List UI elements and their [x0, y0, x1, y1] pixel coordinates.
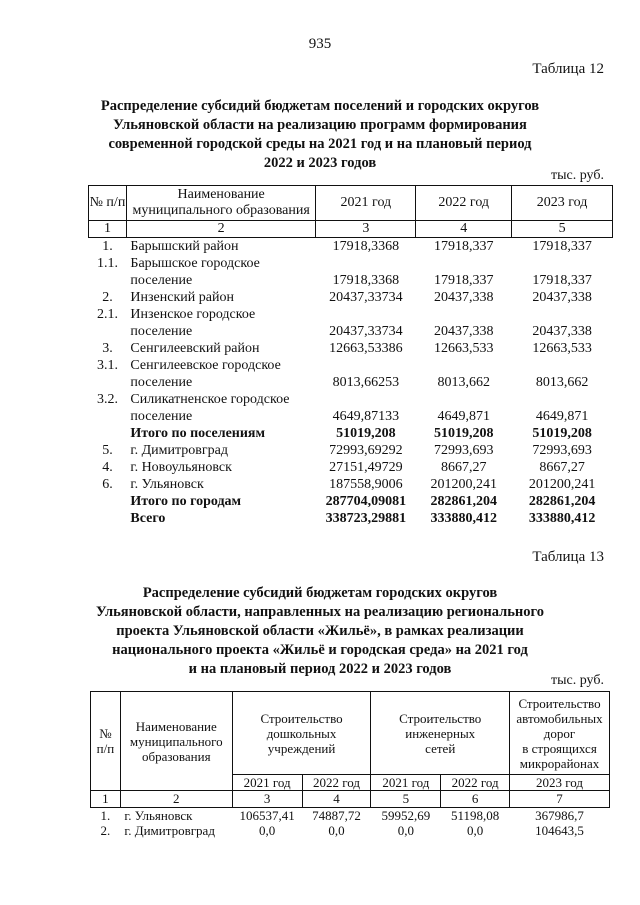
value-2022: 8667,27 — [440, 460, 487, 475]
title-line: национального проекта «Жильё и городская среда» на 2021 год — [112, 642, 528, 658]
row-name: Сенгилеевский район — [130, 341, 260, 356]
col-number: 2 — [126, 221, 316, 238]
value-2021 — [316, 255, 416, 272]
value-2023: 17918,337 — [532, 273, 592, 288]
row-number: 2.1. — [96, 307, 118, 322]
value-2022: 201200,241 — [430, 477, 497, 492]
row-number — [89, 408, 127, 425]
value-2021: 51019,208 — [336, 426, 396, 441]
col-number: 7 — [510, 791, 610, 808]
value-2023 — [512, 391, 613, 408]
row-name: Барышский район — [130, 239, 239, 254]
value-2022 — [416, 306, 512, 323]
col-number: 3 — [316, 221, 416, 238]
value-2023 — [512, 255, 613, 272]
title-line: 2022 и 2023 годов — [263, 155, 377, 171]
value-2023: 20437,338 — [532, 324, 592, 339]
row-name: поселение — [130, 409, 193, 424]
table-row — [89, 476, 613, 493]
header-year: 2022 год — [441, 775, 510, 791]
header-2023: 2023 год — [512, 186, 613, 221]
value-engineering-2022: 0,0 — [467, 823, 484, 838]
value-2023: 12663,533 — [532, 341, 592, 356]
value-2021: 187558,9006 — [329, 477, 403, 492]
row-name: г. Ульяновск — [124, 808, 193, 823]
value-2021: 4649,87133 — [332, 409, 400, 424]
table-row — [89, 272, 613, 289]
row-name: Всего — [130, 511, 166, 526]
table-row — [89, 493, 613, 510]
row-name: поселение — [130, 375, 193, 390]
table-row — [89, 306, 613, 323]
value-2023: 8013,662 — [535, 375, 589, 390]
value-2022: 17918,337 — [433, 239, 494, 254]
col-number: 1 — [89, 221, 127, 238]
value-2022 — [416, 255, 512, 272]
value-preschool-2021: 0,0 — [259, 823, 276, 838]
row-number: 5. — [102, 443, 113, 458]
value-2021 — [316, 391, 416, 408]
table-row — [89, 238, 613, 256]
row-name: Силикатненское городское — [130, 392, 290, 407]
value-preschool-2022: 74887,72 — [312, 808, 361, 823]
row-name: Итого по поселениям — [130, 426, 266, 441]
col-number: 3 — [232, 791, 302, 808]
value-2023: 4649,871 — [535, 409, 589, 424]
table-row — [89, 289, 613, 306]
title-line: Распределение субсидий бюджетам городских округов — [142, 585, 498, 601]
column-number-row — [91, 791, 610, 808]
table-header-row — [89, 186, 613, 221]
row-name: поселение — [130, 324, 193, 339]
value-2022: 12663,533 — [433, 341, 494, 356]
value-engineering-2021: 0,0 — [397, 823, 414, 838]
table-header-row — [91, 692, 610, 775]
value-2021: 17918,3368 — [332, 273, 400, 288]
row-number: 1. — [102, 239, 113, 254]
header-engineering: Строительство инженерных сетей — [371, 692, 510, 775]
row-number: 2. — [100, 823, 111, 838]
header-num: № п/п — [91, 692, 121, 791]
header-year: 2021 год — [232, 775, 302, 791]
title-line: Ульяновской области, направленных на реализацию регионального — [95, 604, 544, 620]
value-2022 — [416, 357, 512, 374]
table-13-title — [70, 584, 570, 679]
table-row — [89, 255, 613, 272]
value-engineering-2022: 51198,08 — [451, 808, 500, 823]
title-line: Ульяновской области на реализацию программ формирования — [113, 117, 527, 133]
row-number: 3. — [102, 341, 113, 356]
value-2021: 20437,33734 — [329, 324, 403, 339]
row-name: Сенгилеевское городское — [130, 358, 281, 373]
table-row — [89, 323, 613, 340]
value-preschool-2021: 106537,41 — [239, 808, 295, 823]
value-2021: 27151,49729 — [329, 460, 403, 475]
header-name: Наименование муниципального образования — [120, 692, 232, 791]
col-number: 2 — [120, 791, 232, 808]
value-2023: 201200,241 — [528, 477, 596, 492]
table-13-units: тыс. руб. — [551, 673, 604, 688]
title-line: Распределение субсидий бюджетам поселений и городских округов — [100, 98, 540, 114]
value-2023: 8667,27 — [539, 460, 585, 475]
col-number: 1 — [91, 791, 121, 808]
value-2021: 20437,33734 — [329, 290, 403, 305]
header-year: 2022 год — [302, 775, 371, 791]
col-number: 6 — [441, 791, 510, 808]
value-2023: 333880,412 — [528, 511, 596, 526]
row-number: 3.1. — [96, 358, 118, 373]
row-number: 2. — [102, 290, 113, 305]
value-2021: 72993,69292 — [329, 443, 403, 458]
table-12-body — [89, 238, 613, 528]
table-row — [89, 357, 613, 374]
header-num: № п/п — [89, 186, 127, 221]
page-number: 935 — [308, 36, 332, 52]
header-2021: 2021 год — [316, 186, 416, 221]
table-12-units: тыс. руб. — [551, 168, 604, 183]
value-preschool-2022: 0,0 — [328, 823, 345, 838]
value-2021: 287704,09081 — [325, 494, 407, 509]
value-2022 — [416, 391, 512, 408]
table-row — [89, 459, 613, 476]
row-name: г. Ульяновск — [130, 477, 204, 492]
value-roads-2023: 104643,5 — [535, 823, 584, 838]
table-row — [91, 823, 610, 838]
row-number — [89, 493, 127, 510]
table-13-label: Таблица 13 — [532, 549, 604, 565]
table-12-label: Таблица 12 — [532, 61, 604, 77]
row-number: 1.1. — [96, 256, 118, 271]
row-number — [89, 425, 127, 442]
value-2022: 17918,337 — [433, 273, 494, 288]
table-row — [89, 510, 613, 527]
table-12-title — [80, 97, 560, 173]
value-2021: 338723,29881 — [325, 511, 407, 526]
value-2021 — [316, 357, 416, 374]
header-2022: 2022 год — [416, 186, 512, 221]
header-name: Наименование муниципального образования — [126, 186, 316, 221]
row-name: Инзенское городское — [130, 307, 256, 322]
value-2022: 282861,204 — [430, 494, 497, 509]
header-roads: Строительство автомобильных дорог в строящихся микрорайонах — [510, 692, 610, 775]
value-2022: 20437,338 — [433, 324, 494, 339]
value-2022: 20437,338 — [433, 290, 494, 305]
table-row — [91, 808, 610, 824]
value-engineering-2021: 59952,69 — [381, 808, 431, 823]
col-number: 4 — [302, 791, 371, 808]
row-number — [89, 374, 127, 391]
table-12 — [88, 185, 613, 527]
value-2021: 8013,66253 — [332, 375, 400, 390]
value-2023: 51019,208 — [532, 426, 592, 441]
row-number — [89, 510, 127, 527]
column-number-row — [89, 221, 613, 238]
table-row — [89, 340, 613, 357]
value-2023: 72993,693 — [532, 443, 592, 458]
row-name: г. Димитровград — [124, 823, 215, 838]
header-year: 2021 год — [371, 775, 441, 791]
title-line: современной городской среды на 2021 год и на плановый период — [108, 136, 532, 152]
table-row — [89, 391, 613, 408]
value-2021 — [316, 306, 416, 323]
value-2023: 17918,337 — [532, 239, 592, 254]
value-2022: 4649,871 — [437, 409, 490, 424]
header-preschool: Строительство дошкольных учреждений — [232, 692, 371, 775]
value-2021: 17918,3368 — [332, 239, 400, 254]
row-number: 3.2. — [96, 392, 118, 407]
row-number: 6. — [102, 477, 113, 492]
row-name: поселение — [130, 273, 193, 288]
row-name: г. Димитровград — [130, 443, 228, 458]
col-number: 5 — [512, 221, 613, 238]
row-name: Инзенский район — [130, 290, 234, 305]
row-number — [89, 323, 127, 340]
row-number: 4. — [102, 460, 113, 475]
col-number: 4 — [416, 221, 512, 238]
row-number — [89, 272, 127, 289]
value-2022: 72993,693 — [433, 443, 494, 458]
value-2023 — [512, 357, 613, 374]
row-name: г. Новоульяновск — [130, 460, 232, 475]
value-2023: 20437,338 — [532, 290, 592, 305]
header-year: 2023 год — [510, 775, 610, 791]
table-row — [89, 442, 613, 459]
title-line: и на плановый период 2022 и 2023 годов — [188, 661, 452, 677]
table-row — [89, 425, 613, 442]
row-name: Итого по городам — [130, 494, 242, 509]
value-2023 — [512, 306, 613, 323]
value-roads-2023: 367986,7 — [535, 808, 584, 823]
value-2021: 12663,53386 — [329, 341, 403, 356]
value-2022: 8013,662 — [437, 375, 490, 390]
row-number: 1. — [100, 808, 111, 823]
table-row — [89, 374, 613, 391]
value-2022: 333880,412 — [430, 511, 497, 526]
row-name: Барышское городское — [130, 256, 260, 271]
title-line: проекта Ульяновской области «Жильё», в рамках реализации — [116, 623, 524, 639]
value-2022: 51019,208 — [433, 426, 494, 441]
table-13 — [90, 691, 610, 838]
value-2023: 282861,204 — [528, 494, 596, 509]
table-row — [89, 408, 613, 425]
table-13-body — [91, 808, 610, 839]
col-number: 5 — [371, 791, 441, 808]
